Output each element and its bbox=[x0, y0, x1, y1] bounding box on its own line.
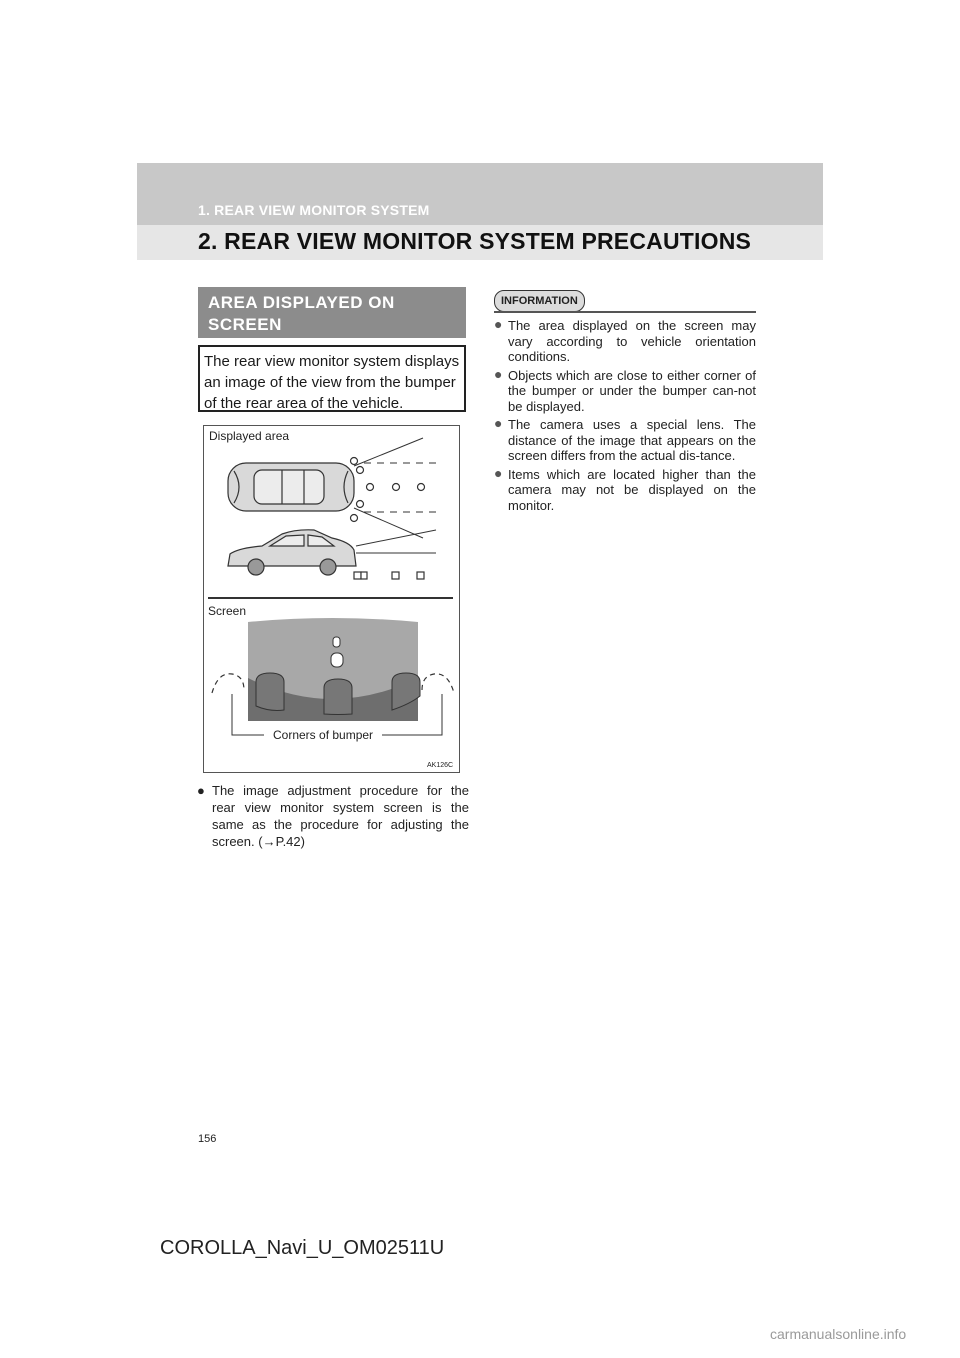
page-number: 156 bbox=[198, 1133, 217, 1145]
info-item-text: Items which are located higher than the camera may not be displayed on the monitor. bbox=[508, 466, 756, 513]
area-section-intro: The rear view monitor system displays an image of the view from the bumper of the rear area of the vehicle. bbox=[198, 345, 466, 412]
screen-view bbox=[248, 618, 420, 721]
info-item-text: The area displayed on the screen may vary according to vehicle orientation conditions. bbox=[508, 318, 756, 364]
bullet-dot-icon: ● bbox=[494, 464, 503, 481]
rear-view-illustration bbox=[204, 426, 461, 774]
label-screen: Screen bbox=[208, 604, 247, 618]
car-top-view bbox=[228, 463, 354, 511]
information-list bbox=[494, 318, 756, 516]
label-corners-of-bumper: Corners of bumper bbox=[273, 728, 374, 742]
info-item bbox=[494, 318, 756, 365]
rear-view-diagram bbox=[203, 425, 460, 773]
area-section-heading: AREA DISPLAYED ON SCREEN bbox=[198, 287, 466, 338]
information-rule bbox=[494, 311, 756, 313]
information-tab: INFORMATION bbox=[494, 290, 585, 312]
adjustment-note bbox=[197, 782, 469, 850]
info-item bbox=[494, 365, 756, 415]
bullet-dot-icon: ● bbox=[494, 415, 503, 431]
bullet-dot-icon: ● bbox=[494, 365, 503, 382]
info-item-text: Objects which are close to either corner of the bumper or under the bumper can-not be displayed. bbox=[508, 367, 756, 414]
adjustment-note-text: The image adjustment procedure for the rear view monitor system screen is the same as the procedure for adjusting the screen. (→P.42) bbox=[212, 783, 469, 849]
bullet-dot-icon: ● bbox=[494, 316, 503, 332]
info-item-text: The camera uses a special lens. The distance of the image that appears on the screen differs from the actual dis-tance. bbox=[508, 417, 756, 463]
car-side-view bbox=[228, 530, 436, 575]
bullet-icon: ● bbox=[197, 783, 205, 798]
info-item bbox=[494, 464, 756, 514]
watermark-link[interactable]: carmanualsonline.info bbox=[770, 1326, 907, 1342]
document-code: COROLLA_Navi_U_OM02511U bbox=[160, 1237, 445, 1259]
object-markers-top bbox=[351, 458, 425, 522]
object-markers-side bbox=[354, 572, 424, 579]
figure-code: AK126C bbox=[427, 762, 454, 769]
label-displayed-area: Displayed area bbox=[209, 429, 290, 443]
section-label: 1. REAR VIEW MONITOR SYSTEM bbox=[198, 202, 430, 218]
info-item bbox=[494, 417, 756, 464]
page-title: 2. REAR VIEW MONITOR SYSTEM PRECAUTIONS bbox=[198, 228, 752, 254]
